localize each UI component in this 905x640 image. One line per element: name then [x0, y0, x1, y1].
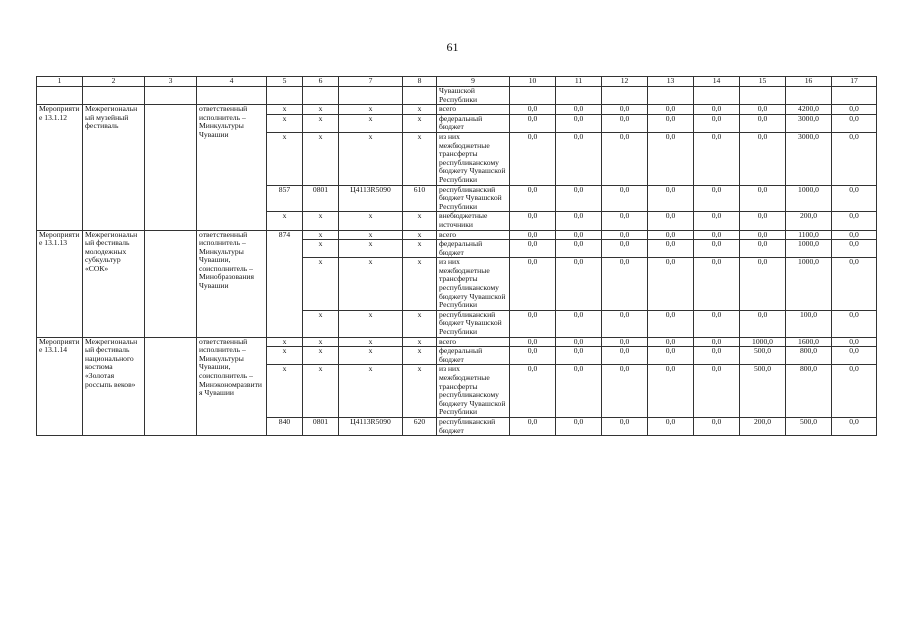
value-cell: 0,0	[510, 114, 556, 132]
target-article-cell: Ц4113R5090	[339, 185, 403, 212]
budget-table	[36, 76, 877, 436]
funding-source-cell: республиканский бюджет	[437, 417, 510, 435]
value-cell: 0,0	[832, 258, 877, 311]
empty-cell	[267, 87, 303, 105]
value-cell: 0,0	[740, 212, 786, 230]
section-cell: x	[303, 365, 339, 418]
empty-cell	[197, 87, 267, 105]
value-cell: 0,0	[648, 337, 694, 347]
value-cell: 0,0	[556, 185, 602, 212]
value-cell: 0,0	[694, 230, 740, 240]
table-row	[37, 230, 877, 240]
value-cell: 0,0	[694, 240, 740, 258]
header-cell: 1	[37, 77, 83, 87]
grbs-cell: x	[267, 132, 303, 185]
value-cell: 0,0	[740, 310, 786, 337]
value-cell: 0,0	[510, 240, 556, 258]
value-cell: 0,0	[510, 185, 556, 212]
value-cell: 0,0	[694, 212, 740, 230]
value-cell: 0,0	[832, 347, 877, 365]
value-cell: 0,0	[694, 114, 740, 132]
value-cell: 200,0	[786, 212, 832, 230]
section-cell: x	[303, 347, 339, 365]
value-cell: 0,0	[602, 132, 648, 185]
grbs-cell: 840	[267, 417, 303, 435]
value-cell: 0,0	[556, 365, 602, 418]
value-cell: 0,0	[556, 105, 602, 115]
header-cell: 8	[403, 77, 437, 87]
value-cell: 1600,0	[786, 337, 832, 347]
header-cell: 2	[83, 77, 145, 87]
value-cell: 0,0	[556, 347, 602, 365]
value-cell: 0,0	[694, 310, 740, 337]
value-cell: 0,0	[832, 114, 877, 132]
empty-cell	[786, 87, 832, 105]
event-code-cell: Мероприятие 13.1.14	[37, 337, 83, 436]
value-cell: 0,0	[602, 212, 648, 230]
page-number: 61	[446, 40, 459, 54]
funding-source-cell: из них межбюджетные трансферты республиканскому бюджету Чувашской Республики	[437, 258, 510, 311]
table-row	[37, 87, 877, 105]
header-cell: 10	[510, 77, 556, 87]
grbs-cell: x	[267, 105, 303, 115]
empty-cell	[510, 87, 556, 105]
value-cell: 0,0	[648, 114, 694, 132]
value-cell: 0,0	[510, 212, 556, 230]
empty-cell	[145, 87, 197, 105]
section-cell: x	[303, 212, 339, 230]
target-article-cell: Ц4113R5090	[339, 417, 403, 435]
value-cell: 0,0	[510, 365, 556, 418]
value-cell: 0,0	[832, 230, 877, 240]
value-cell: 0,0	[556, 230, 602, 240]
funding-source-cell: внебюджетные источники	[437, 212, 510, 230]
grbs-cell: x	[267, 337, 303, 347]
value-cell: 0,0	[740, 114, 786, 132]
value-cell: 0,0	[648, 230, 694, 240]
expense-type-cell: x	[403, 258, 437, 311]
value-cell: 0,0	[832, 417, 877, 435]
value-cell: 0,0	[648, 258, 694, 311]
value-cell: 0,0	[510, 337, 556, 347]
empty-cell	[37, 87, 83, 105]
target-article-cell: x	[339, 310, 403, 337]
value-cell: 0,0	[510, 230, 556, 240]
target-article-cell: x	[339, 105, 403, 115]
value-cell: 0,0	[694, 417, 740, 435]
expense-type-cell: x	[403, 347, 437, 365]
value-cell: 1000,0	[786, 185, 832, 212]
value-cell: 0,0	[510, 105, 556, 115]
header-cell: 4	[197, 77, 267, 87]
section-cell: x	[303, 258, 339, 311]
header-cell: 15	[740, 77, 786, 87]
value-cell: 0,0	[556, 310, 602, 337]
grbs-cell: x	[267, 114, 303, 132]
executor-cell: ответственный исполнитель – Минкультуры Чувашии, соисполнитель – Минэкономразвития Чувашии	[197, 337, 267, 436]
header-cell: 16	[786, 77, 832, 87]
event-code-cell: Мероприятие 13.1.12	[37, 105, 83, 230]
value-cell: 0,0	[832, 212, 877, 230]
value-cell: 1000,0	[786, 240, 832, 258]
section-cell: x	[303, 230, 339, 240]
value-cell: 0,0	[648, 240, 694, 258]
funding-source-cell: республиканский бюджет Чувашской Республики	[437, 310, 510, 337]
section-cell: x	[303, 132, 339, 185]
value-cell: 0,0	[694, 132, 740, 185]
value-cell: 0,0	[510, 417, 556, 435]
expense-type-cell: x	[403, 230, 437, 240]
section-cell: x	[303, 240, 339, 258]
value-cell: 0,0	[694, 185, 740, 212]
executor-cell: ответственный исполнитель – Минкультуры Чувашии	[197, 105, 267, 230]
executor-cell: ответственный исполнитель – Минкультуры Чувашии, соисполнитель – Минобразования Чувашии	[197, 230, 267, 337]
value-cell: 0,0	[832, 132, 877, 185]
value-cell: 0,0	[602, 417, 648, 435]
value-cell: 0,0	[694, 347, 740, 365]
value-cell: 0,0	[740, 240, 786, 258]
grbs-cell: x	[267, 212, 303, 230]
expense-type-cell: x	[403, 114, 437, 132]
header-cell: 6	[303, 77, 339, 87]
value-cell: 0,0	[510, 310, 556, 337]
empty-cell	[145, 105, 197, 230]
value-cell: 0,0	[740, 132, 786, 185]
empty-cell	[740, 87, 786, 105]
expense-type-cell: x	[403, 132, 437, 185]
table-row	[37, 105, 877, 115]
expense-type-cell: x	[403, 240, 437, 258]
value-cell: 0,0	[740, 185, 786, 212]
empty-cell	[83, 87, 145, 105]
header-cell: 11	[556, 77, 602, 87]
value-cell: 0,0	[648, 417, 694, 435]
value-cell: 0,0	[556, 337, 602, 347]
value-cell: 0,0	[602, 185, 648, 212]
expense-type-cell: 620	[403, 417, 437, 435]
funding-source-cell: из них межбюджетные трансферты республиканскому бюджету Чувашской Республики	[437, 365, 510, 418]
header-cell: 13	[648, 77, 694, 87]
empty-cell	[145, 337, 197, 436]
grbs-cell: 857	[267, 185, 303, 212]
funding-source-cell: из них межбюджетные трансферты республиканскому бюджету Чувашской Республики	[437, 132, 510, 185]
header-cell: 9	[437, 77, 510, 87]
funding-source-cell: федеральный бюджет	[437, 347, 510, 365]
value-cell: 0,0	[832, 185, 877, 212]
empty-cell	[832, 87, 877, 105]
section-cell: x	[303, 114, 339, 132]
value-cell: 1000,0	[786, 258, 832, 311]
value-cell: 0,0	[694, 337, 740, 347]
header-cell: 17	[832, 77, 877, 87]
funding-source-cell: всего	[437, 337, 510, 347]
value-cell: 3000,0	[786, 114, 832, 132]
event-name-cell: Межрегиональный фестиваль молодежных субкультур «СОК»	[83, 230, 145, 337]
value-cell: 3000,0	[786, 132, 832, 185]
value-cell: 0,0	[510, 347, 556, 365]
value-cell: 800,0	[786, 365, 832, 418]
value-cell: 1000,0	[740, 337, 786, 347]
value-cell: 0,0	[832, 365, 877, 418]
value-cell: 0,0	[694, 258, 740, 311]
empty-cell	[648, 87, 694, 105]
value-cell: 0,0	[694, 365, 740, 418]
value-cell: 4200,0	[786, 105, 832, 115]
empty-cell	[339, 87, 403, 105]
header-cell: 7	[339, 77, 403, 87]
value-cell: 0,0	[556, 258, 602, 311]
value-cell: 0,0	[832, 240, 877, 258]
value-cell: 0,0	[694, 105, 740, 115]
funding-source-cell: федеральный бюджет	[437, 240, 510, 258]
value-cell: 0,0	[602, 347, 648, 365]
value-cell: 0,0	[648, 347, 694, 365]
event-code-cell: Мероприятие 13.1.13	[37, 230, 83, 337]
value-cell: 0,0	[602, 258, 648, 311]
expense-type-cell: x	[403, 310, 437, 337]
value-cell: 0,0	[602, 337, 648, 347]
expense-type-cell: 610	[403, 185, 437, 212]
value-cell: 0,0	[648, 105, 694, 115]
funding-source-cell: федеральный бюджет	[437, 114, 510, 132]
value-cell: 0,0	[556, 417, 602, 435]
value-cell: 0,0	[510, 258, 556, 311]
target-article-cell: x	[339, 114, 403, 132]
target-article-cell: x	[339, 132, 403, 185]
funding-source-cell: всего	[437, 105, 510, 115]
target-article-cell: x	[339, 337, 403, 347]
target-article-cell: x	[339, 240, 403, 258]
section-cell: 0801	[303, 417, 339, 435]
target-article-cell: x	[339, 258, 403, 311]
value-cell: 500,0	[786, 417, 832, 435]
expense-type-cell: x	[403, 105, 437, 115]
event-name-cell: Межрегиональный музейный фестиваль	[83, 105, 145, 230]
value-cell: 500,0	[740, 365, 786, 418]
funding-source-cell: республиканский бюджет Чувашской Республики	[437, 185, 510, 212]
grbs-cell: 874	[267, 230, 303, 337]
value-cell: 0,0	[602, 240, 648, 258]
value-cell: 0,0	[740, 230, 786, 240]
header-row	[37, 77, 877, 87]
expense-type-cell: x	[403, 365, 437, 418]
section-cell: x	[303, 310, 339, 337]
value-cell: 0,0	[832, 337, 877, 347]
value-cell: 0,0	[740, 105, 786, 115]
empty-cell	[145, 230, 197, 337]
header-cell: 3	[145, 77, 197, 87]
table-row	[37, 337, 877, 347]
value-cell: 0,0	[602, 230, 648, 240]
value-cell: 0,0	[832, 310, 877, 337]
value-cell: 0,0	[602, 365, 648, 418]
section-cell: x	[303, 105, 339, 115]
value-cell: 0,0	[648, 132, 694, 185]
value-cell: 0,0	[602, 114, 648, 132]
value-cell: 0,0	[556, 240, 602, 258]
funding-source-cell: Чувашской Республики	[437, 87, 510, 105]
value-cell: 200,0	[740, 417, 786, 435]
value-cell: 800,0	[786, 347, 832, 365]
value-cell: 500,0	[740, 347, 786, 365]
section-cell: 0801	[303, 185, 339, 212]
value-cell: 1100,0	[786, 230, 832, 240]
header-cell: 5	[267, 77, 303, 87]
empty-cell	[303, 87, 339, 105]
empty-cell	[556, 87, 602, 105]
header-cell: 14	[694, 77, 740, 87]
value-cell: 0,0	[648, 185, 694, 212]
value-cell: 0,0	[556, 114, 602, 132]
grbs-cell: x	[267, 365, 303, 418]
grbs-cell: x	[267, 347, 303, 365]
expense-type-cell: x	[403, 337, 437, 347]
value-cell: 100,0	[786, 310, 832, 337]
value-cell: 0,0	[648, 365, 694, 418]
value-cell: 0,0	[556, 212, 602, 230]
empty-cell	[602, 87, 648, 105]
value-cell: 0,0	[602, 310, 648, 337]
empty-cell	[403, 87, 437, 105]
event-name-cell: Межрегиональный фестиваль национального костюма «Золотая россыпь веков»	[83, 337, 145, 436]
value-cell: 0,0	[648, 310, 694, 337]
value-cell: 0,0	[832, 105, 877, 115]
value-cell: 0,0	[556, 132, 602, 185]
target-article-cell: x	[339, 365, 403, 418]
target-article-cell: x	[339, 212, 403, 230]
value-cell: 0,0	[740, 258, 786, 311]
value-cell: 0,0	[510, 132, 556, 185]
target-article-cell: x	[339, 230, 403, 240]
expense-type-cell: x	[403, 212, 437, 230]
funding-source-cell: всего	[437, 230, 510, 240]
section-cell: x	[303, 337, 339, 347]
target-article-cell: x	[339, 347, 403, 365]
value-cell: 0,0	[602, 105, 648, 115]
header-cell: 12	[602, 77, 648, 87]
value-cell: 0,0	[648, 212, 694, 230]
empty-cell	[694, 87, 740, 105]
